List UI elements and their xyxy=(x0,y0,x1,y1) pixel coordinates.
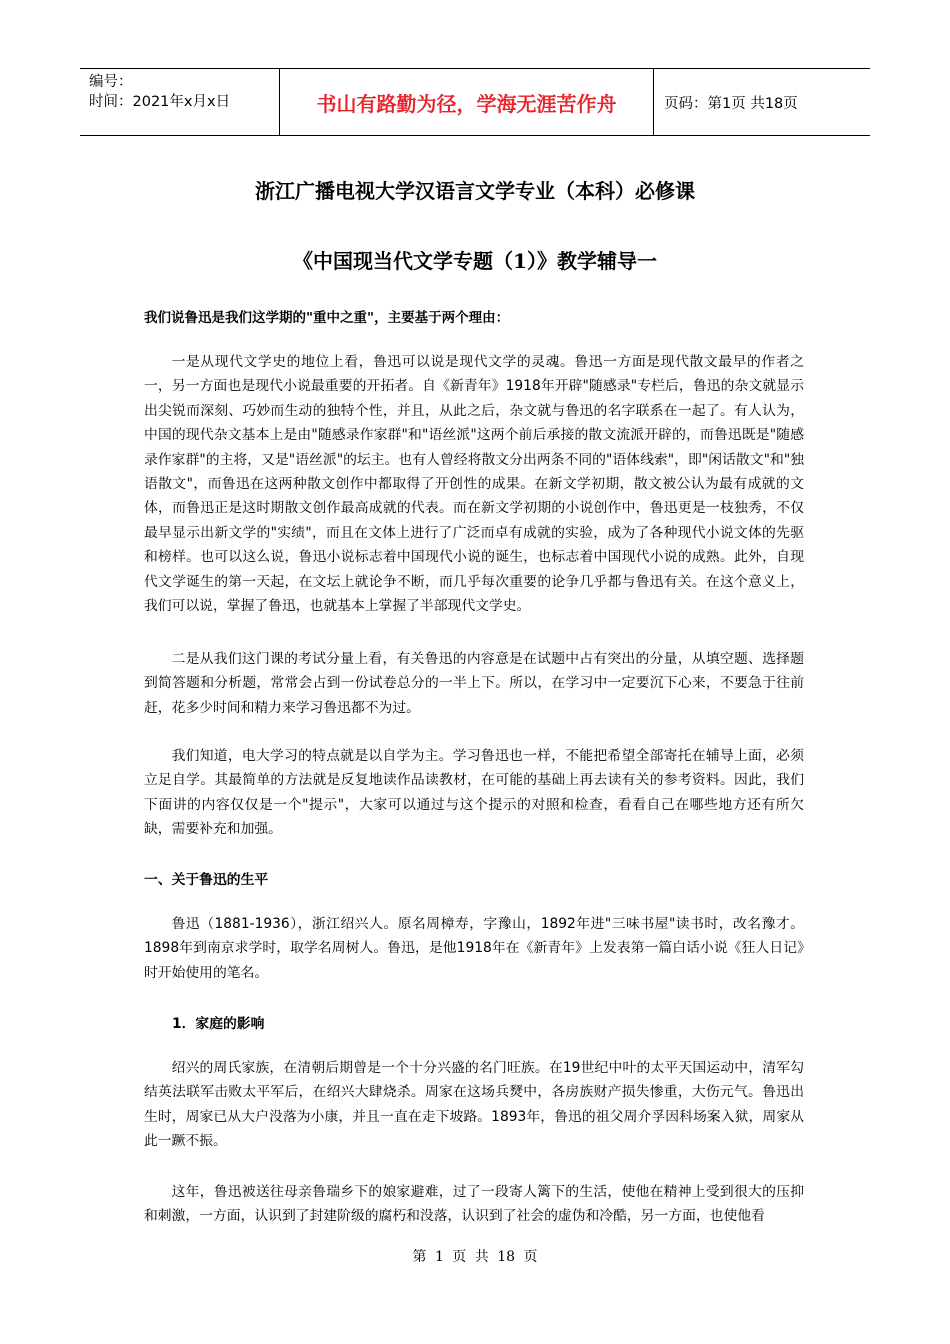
header-page-info: 页码：第1页 共18页 xyxy=(664,95,798,112)
paragraph-2 xyxy=(144,647,804,720)
paragraph-5 xyxy=(144,1056,804,1154)
document-header xyxy=(80,68,870,136)
paragraph-text: 这年，鲁迅被送往母亲鲁瑞乡下的娘家避难，过了一段寄人篱下的生活，使他在精神上受到很大的压抑和刺激，一方面，认识到了封建阶级的腐朽和没落，认识到了社会的虚伪和冷酷，另一方面，也使他看 xyxy=(144,1184,804,1225)
paragraph-text: 二是从我们这门课的考试分量上看，有关鲁迅的内容意是在试题中占有突出的分量，从填空题、选择题到简答题和分析题，常常会占到一份试卷总分的一半上下。所以，在学习中一定要沉下心来，不要急于往前赶，花多少时间和精力来学习鲁迅都不为过。 xyxy=(144,651,804,716)
section-heading-2: 1．家庭的影响 xyxy=(172,1016,265,1032)
paragraph-text: 绍兴的周氏家族，在清朝后期曾是一个十分兴盛的名门旺族。在19世纪中叶的太平天国运动中，清军勾结英法联军击败太平军后，在绍兴大肆烧杀。周家在这场兵燹中，各房族财产损失惨重，大伤元气。鲁迅出生时，周家已从大户没落为小康，并且一直在走下坡路。1893年，鲁迅的祖父周介孚因科场案入狱，周家从此一蹶不振。 xyxy=(144,1060,804,1150)
document-title-line2: 《中国现当代文学专题（1）》教学辅导一 xyxy=(293,249,657,273)
document-date-label: 时间：2021年x月x日 xyxy=(89,94,231,110)
header-meta-cell xyxy=(80,69,280,135)
header-motto: 书山有路勤为径，学海无涯苦作舟 xyxy=(280,69,654,135)
paragraph-4 xyxy=(144,912,804,985)
intro-sentence: 我们说鲁迅是我们这学期的"重中之重"，主要基于两个理由： xyxy=(144,310,510,326)
paragraph-text: 鲁迅（1881-1936），浙江绍兴人。原名周樟寿，字豫山，1892年进"三味书屋"读书时，改名豫才。1898年到南京求学时，取学名周树人。鲁迅，是他1918年在《新青年》上发表第一篇白话小说《狂人日记》时开始使用的笔名。 xyxy=(144,916,804,981)
document-code-label: 编号： xyxy=(89,74,133,90)
paragraph-3 xyxy=(144,744,804,842)
document-title-line1: 浙江广播电视大学汉语言文学专业（本科）必修课 xyxy=(255,179,695,203)
paragraph-text: 一是从现代文学史的地位上看，鲁迅可以说是现代文学的灵魂。鲁迅一方面是现代散文最早的作者之一，另一方面也是现代小说最重要的开拓者。自《新青年》1918年开辟"随感录"专栏后，鲁迅的杂文就显示出尖锐而深刻、巧妙而生动的独特个性，并且，从此之后，杂文就与鲁迅的名字联系在一起了。有人认为，中国的现代杂文基本上是由"随感录作家群"和"语丝派"这两个前后承接的散文流派开辟的，而鲁迅既是"随感录作家群"的主将，又是"语丝派"的坛主。也有人曾经将散文分出两条不同的"语体线索"，即"闲话散文"和"独语散文"，而鲁迅在这两种散文创作中都取得了开创性的成果。在新文学初期，散文被公认为最有成就的文体，而鲁迅正是这时期散文创作最高成就的代表。而在新文学初期的小说创作中，鲁迅更是一枝独秀，不仅最早显示出新文学的"实绩"，而且在文体上进行了广泛而卓有成就的实验，成为了各种现代小说文体的先驱和榜样。也可以这么说，鲁迅小说标志着中国现代小说的诞生，也标志着中国现代小说的成熟。此外，自现代文学诞生的第一天起，在文坛上就论争不断，而几乎每次重要的论争几乎都与鲁迅有关。在这个意义上，我们可以说，掌握了鲁迅，也就基本上掌握了半部现代文学史。 xyxy=(144,354,804,615)
paragraph-1 xyxy=(144,350,804,618)
page-footer: 第 1 页 共 18 页 xyxy=(412,1249,538,1265)
paragraph-6 xyxy=(144,1180,804,1229)
paragraph-text: 我们知道，电大学习的特点就是以自学为主。学习鲁迅也一样，不能把希望全部寄托在辅导上面，必须立足自学。其最简单的方法就是反复地读作品读教材，在可能的基础上再去读有关的参考资料。因此，我们下面讲的内容仅仅是一个"提示"，大家可以通过与这个提示的对照和检查，看看自己在哪些地方还有所欠缺，需要补充和加强。 xyxy=(144,748,804,838)
section-heading-1: 一、关于鲁迅的生平 xyxy=(144,872,269,888)
